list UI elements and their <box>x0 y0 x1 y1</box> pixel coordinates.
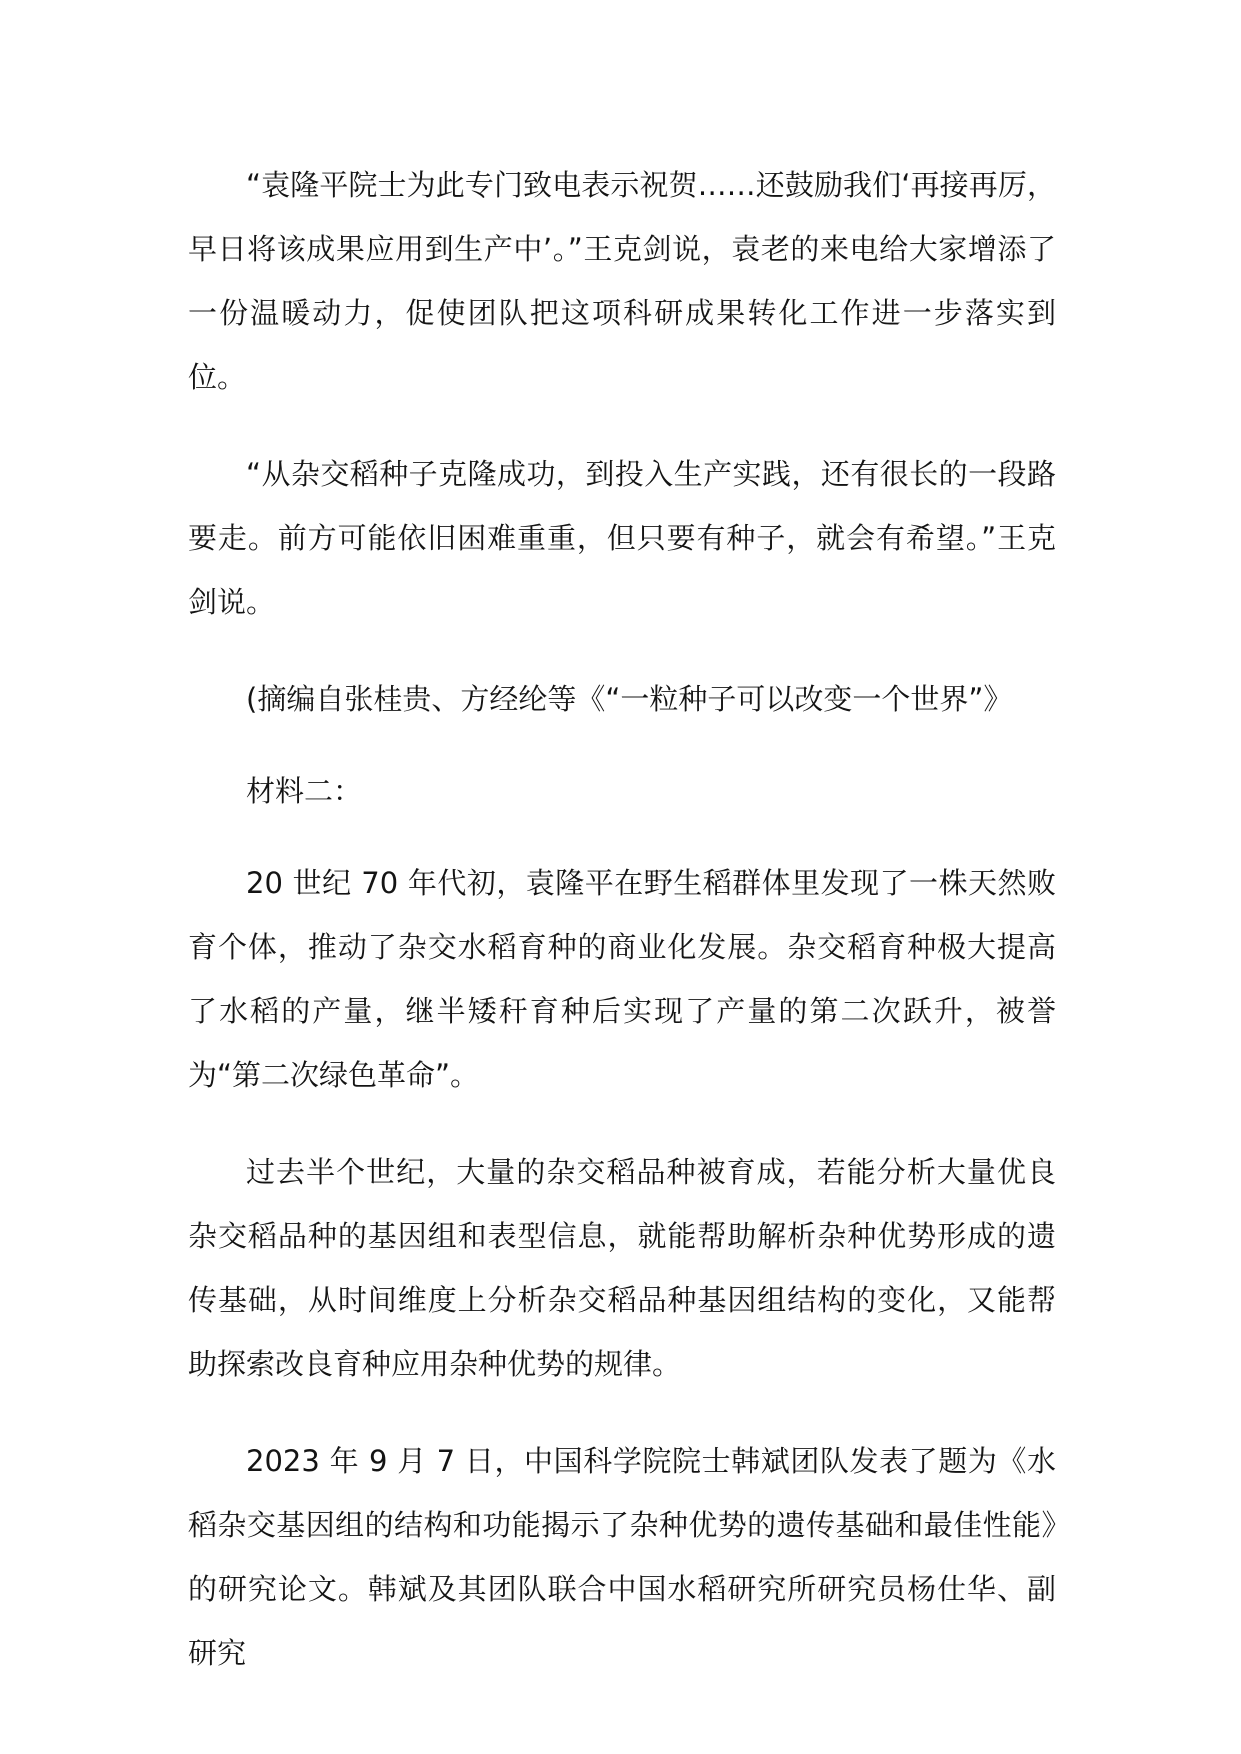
paragraph-genome-analysis: 过去半个世纪，大量的杂交稻品种被育成，若能分析大量优良杂交稻品种的基因组和表型信息，就能帮助解析杂种优势形成的遗传基础，从时间维度上分析杂交稻品种基因组结构的变化，又能帮助探索改良育种应用杂种优势的规律。 <box>188 1155 1056 1381</box>
document-body <box>188 153 1056 1718</box>
paragraph-hybrid-rice-history: 20 世纪 70 年代初，袁隆平在野生稻群体里发现了一株天然败育个体，推动了杂交水稻育种的商业化发展。杂交稻育种极大提高了水稻的产量，继半矮秆育种后实现了产量的第二次跃升，被誉为“第二次绿色革命”。 <box>188 866 1056 1092</box>
paragraph-wang-quote: “从杂交稻种子克隆成功，到投入生产实践，还有很长的一段路要走。前方可能依旧困难重重，但只要有种子，就会有希望。”王克剑说。 <box>188 457 1056 619</box>
section-heading-material-two: 材料二： <box>246 774 363 808</box>
paragraph-yuan-congratulation: “袁隆平院士为此专门致电表示祝贺……还鼓励我们‘再接再厉，早日将该成果应用到生产中’。”王克剑说，袁老的来电给大家增添了一份温暖动力，促使团队把这项科研成果转化工作进一步落实到位。 <box>188 168 1056 394</box>
paragraph-han-bin-research: 2023 年 9 月 7 日，中国科学院院士韩斌团队发表了题为《水稻杂交基因组的结构和功能揭示了杂种优势的遗传基础和最佳性能》的研究论文。韩斌及其团队联合中国水稻研究所研究员杨仕华、副研究 <box>188 1444 1056 1670</box>
paragraph-source-citation: (摘编自张桂贵、方经纶等《“一粒种子可以改变一个世界”》 <box>246 682 1013 716</box>
